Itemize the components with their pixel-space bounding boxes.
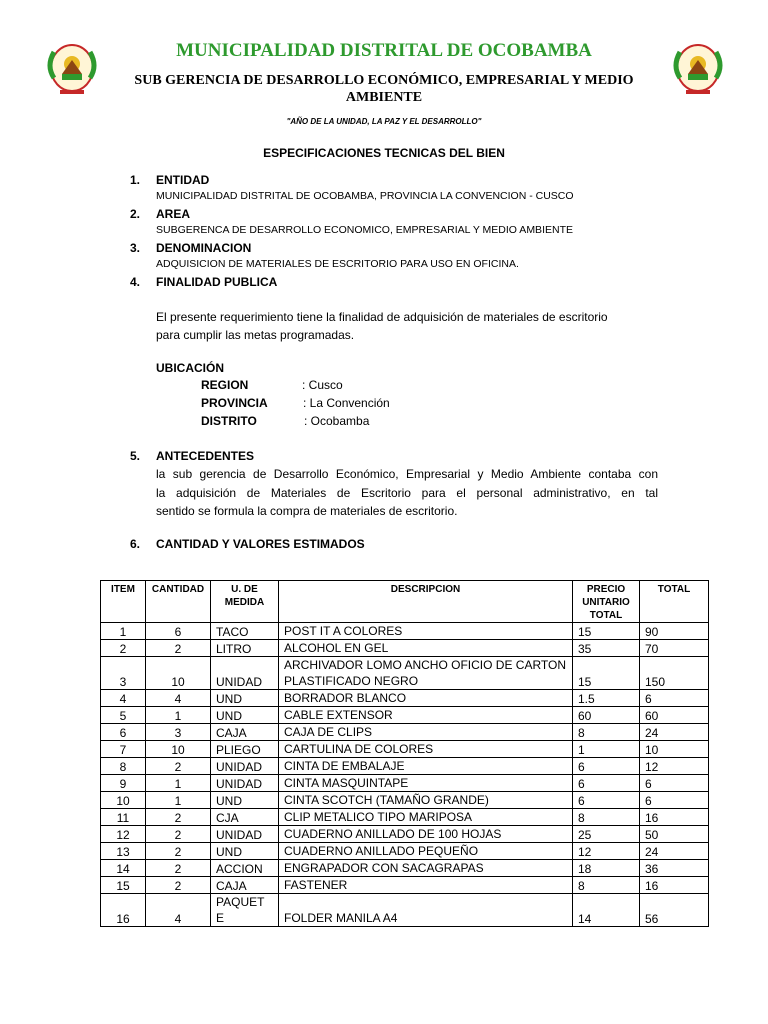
table-row [101,860,709,877]
unidad-cell: ACCION [211,860,279,877]
table-row [101,690,709,707]
cantidad-cell: 4 [146,894,211,927]
section-5-number: 5. [130,449,141,463]
header-item: ITEM [101,581,146,623]
descripcion-line-1: ARCHIVADOR LOMO ANCHO OFICIO DE CARTON [284,658,567,672]
section-5-line-1: la sub gerencia de Desarrollo Económico, Empresarial y Medio Ambiente contaba con [156,467,658,481]
section-3-text: ADQUISICION DE MATERIALES DE ESCRITORIO PARA USO EN OFICINA. [156,258,519,270]
precio-cell: 6 [573,792,640,809]
item-cell: 11 [101,809,146,826]
item-cell: 3 [101,657,146,690]
section-1-number: 1. [130,173,141,187]
cantidad-cell: 1 [146,775,211,792]
table-row [101,792,709,809]
descripcion-cell: CINTA SCOTCH (TAMAÑO GRANDE) [279,792,573,809]
descripcion-cell: CLIP METALICO TIPO MARIPOSA [279,809,573,826]
section-1-heading: ENTIDAD [156,173,210,187]
unidad-cell: UNIDAD [211,657,279,690]
cantidad-cell: 2 [146,877,211,894]
cantidad-cell: 2 [146,826,211,843]
section-5-line-2: la adquisición de Materiales de Escritorio para el personal administrativo, en tal [156,486,658,500]
total-cell: 6 [640,690,709,707]
header-pu-line-1: PRECIO [586,584,626,595]
total-cell: 10 [640,741,709,758]
precio-cell: 18 [573,860,640,877]
item-cell: 14 [101,860,146,877]
total-cell: 16 [640,877,709,894]
descripcion-cell: CINTA DE EMBALAJE [279,758,573,775]
cantidad-cell: 2 [146,860,211,877]
materials-table [100,580,709,927]
distrito-value: : Ocobamba [304,414,370,428]
year-motto: "AÑO DE LA UNIDAD, LA PAZ Y EL DESARROLLO" [286,117,482,126]
table-header-row [101,581,709,623]
descripcion-line-2: PLASTIFICADO NEGRO [284,674,419,688]
unidad-cell: CJA [211,809,279,826]
total-cell: 24 [640,724,709,741]
table-row [101,707,709,724]
unidad-cell: UND [211,707,279,724]
item-cell: 5 [101,707,146,724]
header-precio-unitario [573,581,640,623]
municipality-title: MUNICIPALIDAD DISTRITAL DE OCOBAMBA [176,40,592,61]
table-row [101,843,709,860]
unidad-cell: LITRO [211,640,279,657]
precio-cell: 15 [573,657,640,690]
header-descripcion: DESCRIPCION [279,581,573,623]
descripcion-cell: CUADERNO ANILLADO PEQUEÑO [279,843,573,860]
section-2-heading: AREA [156,207,191,221]
unidad-cell: PLIEGO [211,741,279,758]
section-5-line-3: sentido se formula la compra de materiales de escritorio. [156,504,458,518]
section-2-text: SUBGERENCA DE DESARROLLO ECONOMICO, EMPRESARIAL Y MEDIO AMBIENTE [156,224,573,236]
ubicacion-heading: UBICACIÓN [156,361,224,375]
unidad-cell: UND [211,792,279,809]
total-cell: 12 [640,758,709,775]
cantidad-cell: 6 [146,623,211,640]
precio-cell: 14 [573,894,640,927]
header-pu-line-3: TOTAL [589,610,623,621]
descripcion-cell: BORRADOR BLANCO [279,690,573,707]
unidad-cell: UNIDAD [211,758,279,775]
table-row [101,623,709,640]
section-4-paragraph-line-2: para cumplir las metas programadas. [156,328,355,342]
provincia-value: : La Convención [303,396,390,410]
descripcion-cell: CABLE EXTENSOR [279,707,573,724]
unidad-cell [211,894,279,927]
item-cell: 6 [101,724,146,741]
descripcion-cell: CARTULINA DE COLORES [279,741,573,758]
item-cell: 16 [101,894,146,927]
cantidad-cell: 3 [146,724,211,741]
precio-cell: 6 [573,758,640,775]
section-4-paragraph-line-1: El presente requerimiento tiene la finalidad de adquisición de materiales de escritorio [156,310,608,324]
section-2-number: 2. [130,207,141,221]
precio-cell: 8 [573,724,640,741]
unidad-line-1: PAQUET [216,895,265,909]
cantidad-cell: 10 [146,741,211,758]
item-cell: 12 [101,826,146,843]
section-3-heading: DENOMINACION [156,241,252,255]
precio-cell: 1.5 [573,690,640,707]
total-cell: 50 [640,826,709,843]
table-row [101,640,709,657]
header-cantidad: CANTIDAD [146,581,211,623]
unidad-cell: UNIDAD [211,826,279,843]
cantidad-cell: 2 [146,758,211,775]
section-6-heading: CANTIDAD Y VALORES ESTIMADOS [156,537,365,551]
descripcion-cell: ENGRAPADOR CON SACAGRAPAS [279,860,573,877]
descripcion-cell: POST IT A COLORES [279,623,573,640]
descripcion-cell: CAJA DE CLIPS [279,724,573,741]
table-row [101,758,709,775]
section-4-heading: FINALIDAD PUBLICA [156,275,278,289]
descripcion-cell [279,657,573,690]
unidad-cell: UNIDAD [211,775,279,792]
item-cell: 2 [101,640,146,657]
table-row [101,741,709,758]
header-um-line-1: U. DE [231,584,258,595]
item-cell: 1 [101,623,146,640]
unidad-cell: UND [211,843,279,860]
precio-cell: 35 [573,640,640,657]
item-cell: 4 [101,690,146,707]
region-label: REGION [201,378,249,392]
cantidad-cell: 2 [146,843,211,860]
total-cell: 6 [640,775,709,792]
item-cell: 9 [101,775,146,792]
table-row [101,724,709,741]
unidad-cell: CAJA [211,724,279,741]
table-row [101,775,709,792]
cantidad-cell: 1 [146,792,211,809]
item-cell: 13 [101,843,146,860]
precio-cell: 12 [573,843,640,860]
precio-cell: 15 [573,623,640,640]
descripcion-cell: FOLDER MANILA A4 [279,894,573,927]
cantidad-cell: 1 [146,707,211,724]
cantidad-cell: 2 [146,809,211,826]
section-1-text: MUNICIPALIDAD DISTRITAL DE OCOBAMBA, PROVINCIA LA CONVENCION - CUSCO [156,190,574,202]
total-cell: 36 [640,860,709,877]
item-cell: 15 [101,877,146,894]
document-title: ESPECIFICACIONES TECNICAS DEL BIEN [263,146,505,160]
header-total: TOTAL [640,581,709,623]
header-unidad-medida [211,581,279,623]
sub-gerencia-title: SUB GERENCIA DE DESARROLLO ECONÓMICO, EMPRESARIAL Y MEDIO AMBIENTE [134,73,634,105]
item-cell: 8 [101,758,146,775]
table-row [101,826,709,843]
precio-cell: 60 [573,707,640,724]
precio-cell: 6 [573,775,640,792]
total-cell: 6 [640,792,709,809]
provincia-label: PROVINCIA [201,396,268,410]
total-cell: 70 [640,640,709,657]
total-cell: 56 [640,894,709,927]
cantidad-cell: 10 [146,657,211,690]
region-value: : Cusco [302,378,343,392]
descripcion-cell: FASTENER [279,877,573,894]
precio-cell: 25 [573,826,640,843]
table-row [101,877,709,894]
header-um-line-2: MEDIDA [224,597,265,608]
section-5-heading: ANTECEDENTES [156,449,255,463]
precio-cell: 1 [573,741,640,758]
unidad-cell: UND [211,690,279,707]
total-cell: 60 [640,707,709,724]
descripcion-cell: CUADERNO ANILLADO DE 100 HOJAS [279,826,573,843]
precio-cell: 8 [573,809,640,826]
header-pu-line-2: UNITARIO [582,597,630,608]
distrito-label: DISTRITO [201,414,257,428]
total-cell: 16 [640,809,709,826]
unidad-line-2: E [216,911,225,925]
table-row [101,894,709,927]
section-4-number: 4. [130,275,141,289]
descripcion-cell: CINTA MASQUINTAPE [279,775,573,792]
total-cell: 90 [640,623,709,640]
cantidad-cell: 2 [146,640,211,657]
table-row [101,809,709,826]
unidad-cell: CAJA [211,877,279,894]
total-cell: 150 [640,657,709,690]
cantidad-cell: 4 [146,690,211,707]
section-6-number: 6. [130,537,141,551]
precio-cell: 8 [573,877,640,894]
table-row [101,657,709,690]
section-3-number: 3. [130,241,141,255]
item-cell: 10 [101,792,146,809]
item-cell: 7 [101,741,146,758]
unidad-cell: TACO [211,623,279,640]
total-cell: 24 [640,843,709,860]
descripcion-cell: ALCOHOL EN GEL [279,640,573,657]
